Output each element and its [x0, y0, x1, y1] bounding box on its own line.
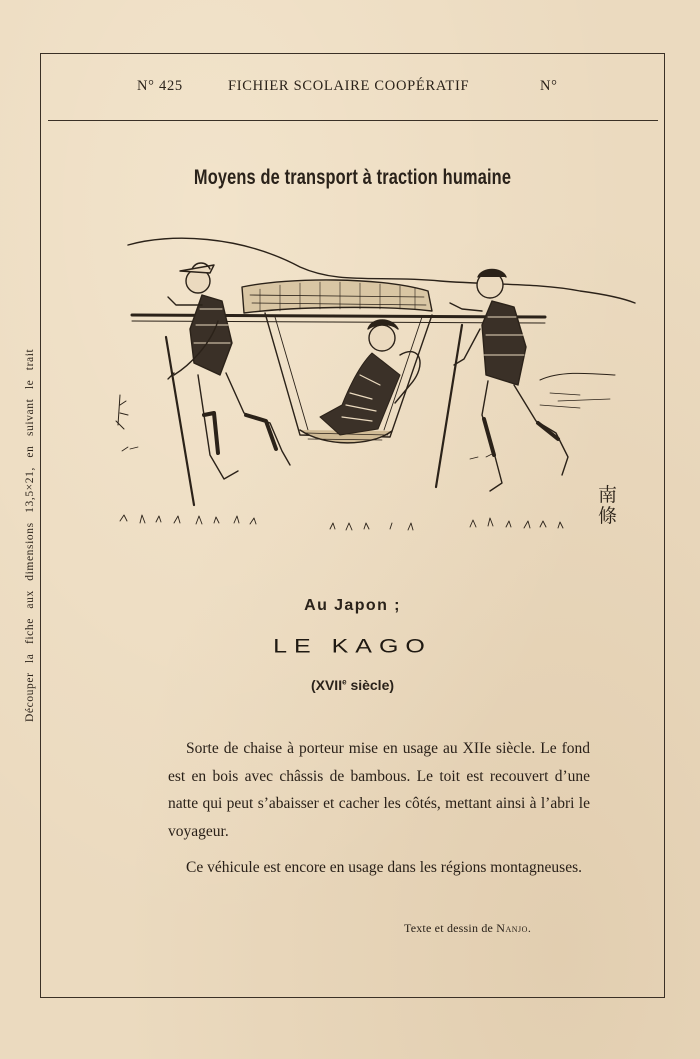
file-title: FICHIER SCOLAIRE COOPÉRATIF — [228, 78, 470, 94]
card-number: N° 425 — [137, 78, 183, 94]
century-roman: XVII — [315, 677, 343, 693]
description-paragraph-2: Ce véhicule est encore en usage dans les régions montagneuses. — [186, 859, 582, 876]
cutting-instruction: Découper la fiche aux dimensions 13,5×21, en suivant le trait — [24, 348, 36, 722]
description-paragraph-1: Sorte de chaise à porteur mise en usage au XIIe siècle. Le fond est en bois avec châssis de bambous. Le toit est recouvert d’une natte qui peut s’abaisser et cacher les côtés, mettant ainsi à l’abri le voyageur. — [168, 740, 590, 840]
header-rule — [48, 120, 658, 121]
credit-line — [404, 921, 531, 936]
century-word: siècle — [350, 677, 390, 693]
region-subtitle: Au Japon ; — [304, 597, 401, 614]
century-suffix: e — [342, 677, 347, 687]
credit-author: Nanjo. — [496, 921, 532, 935]
century-label: (XVIIe siècle) — [310, 677, 395, 693]
credit-prefix: Texte et dessin de — [404, 921, 494, 935]
card-header — [50, 78, 660, 100]
main-title: LE KAGO — [273, 635, 432, 658]
card-number-blank: N° — [540, 78, 558, 94]
description — [168, 735, 590, 882]
page-title: Moyens de transport à traction humaine — [193, 166, 512, 189]
artist-signature: 南條 — [598, 484, 618, 527]
kago-illustration — [110, 225, 640, 545]
